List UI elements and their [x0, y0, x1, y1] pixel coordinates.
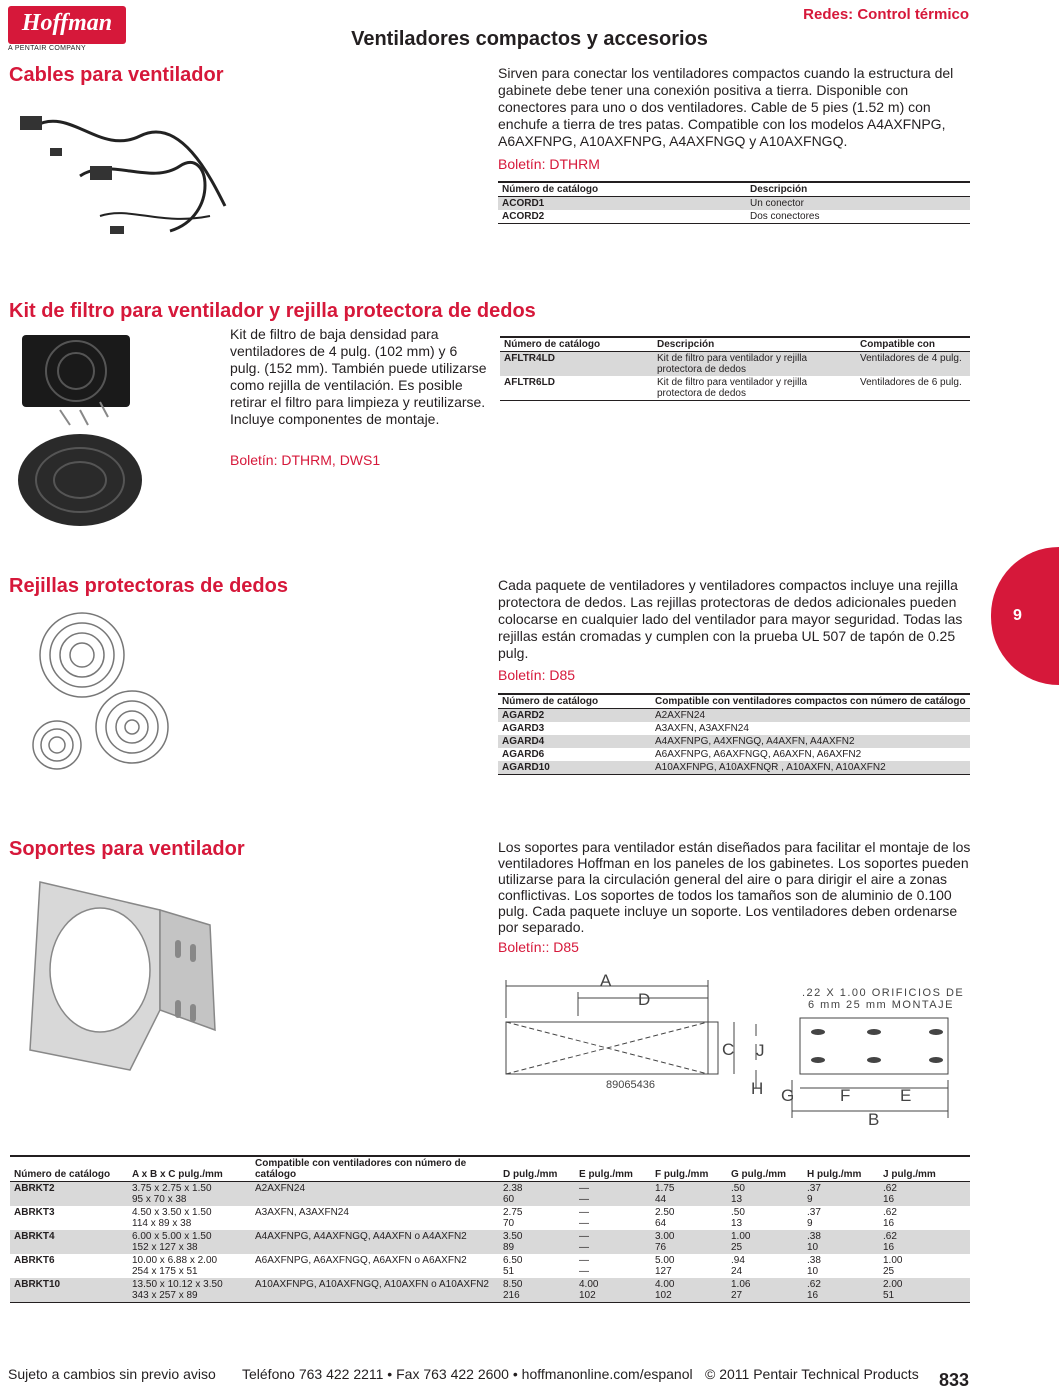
cell: 6.00 x 5.00 x 1.50 [132, 1231, 212, 1242]
holes-note-line2: 6 mm 25 mm MONTAJE [808, 999, 954, 1011]
drawing-part-number: 89065436 [606, 1079, 655, 1091]
bracket-dimension-drawing [500, 968, 970, 1128]
table-row [500, 376, 970, 400]
cell: 3.50 [503, 1231, 523, 1242]
section-title-cables: Cables para ventilador [9, 64, 224, 86]
table-row [498, 709, 970, 723]
cell: 24 [731, 1266, 743, 1277]
col-header: D pulg./mm [499, 1157, 575, 1182]
cell: 16 [883, 1218, 895, 1229]
logo-subtitle: A PENTAIR COMPANY [8, 45, 86, 52]
cell: — [579, 1242, 589, 1253]
cell: ABRKT2 [10, 1182, 128, 1207]
cell: AGARD10 [498, 761, 651, 774]
section-title-brackets: Soportes para ventilador [9, 838, 245, 860]
cell: Dos conectores [750, 211, 820, 222]
cell: 9 [807, 1218, 813, 1229]
col-header: Número de catálogo [498, 183, 746, 197]
cell: 1.75 [655, 1183, 675, 1194]
finger-guards-image [20, 605, 180, 780]
page-number: 833 [938, 1370, 969, 1390]
cell: ACORD1 [498, 197, 746, 211]
cell: — [579, 1231, 589, 1242]
table-row [498, 722, 970, 735]
cell: A10AXFNPG, A10AXFNGQ, A10AXFN o A10AXFN2 [251, 1278, 499, 1302]
holes-note-line1: .22 X 1.00 ORIFICIOS DE [802, 987, 965, 999]
cell: 3.75 x 2.75 x 1.50 [132, 1183, 212, 1194]
cell: 76 [655, 1242, 667, 1253]
cell: A10AXFNPG, A10AXFNQR , A10AXFN, A10AXFN2 [651, 761, 970, 774]
dim-label-j: J [756, 1041, 765, 1060]
cell: A3AXFN, A3AXFN24 [255, 1207, 349, 1218]
cell: ABRKT10 [10, 1278, 128, 1302]
cell: Ventiladores de 4 pulg. [856, 352, 970, 377]
col-header: F pulg./mm [651, 1157, 727, 1182]
dim-label-c: C [722, 1040, 735, 1059]
cell: .62 [807, 1279, 821, 1290]
cell: A6AXFNPG, A6AXFNGQ, A6AXFN o A6AXFN2 [255, 1255, 467, 1266]
filter-kit-table [500, 338, 970, 400]
cell: Kit de filtro para ventilador y rejilla protectora de dedos [653, 352, 856, 377]
cell: 102 [579, 1290, 596, 1301]
dim-label-g: G [781, 1086, 795, 1105]
cell: 254 x 175 x 51 [132, 1266, 198, 1277]
cell: ABRKT3 [14, 1207, 55, 1218]
chapter-tab [991, 547, 1059, 685]
cell: 1.00 [883, 1255, 903, 1266]
cell: 27 [731, 1290, 743, 1301]
dim-label-d: D [638, 990, 651, 1009]
cell: 114 x 89 x 38 [132, 1218, 192, 1229]
cell: .50 [731, 1183, 745, 1194]
logo-text: Hoffman [21, 10, 113, 36]
table-row [10, 1278, 970, 1302]
cell: A3AXFN, A3AXFN24 [655, 723, 749, 734]
cell: 13.50 x 10.12 x 3.50 [132, 1279, 223, 1290]
col-header: Compatible con [856, 338, 970, 352]
col-header: Número de catálogo [498, 695, 651, 709]
cell: AGARD6 [502, 749, 545, 760]
footer-notice: Sujeto a cambios sin previo aviso [8, 1366, 216, 1382]
cell: — [579, 1207, 589, 1218]
cell: 4.00 [579, 1279, 599, 1290]
guards-description: Cada paquete de ventiladores y ventiladores compactos incluye una rejilla protectora de dedos. Las rejillas protectoras de dedos adicionales pueden colocarse en cualquier lado del ventilador para mayor seguridad. Todas las rejillas están cromadas y cumplen con la prueba UL 507 de tapón de 0.25 pulg. [498, 577, 963, 661]
cell: .38 [807, 1231, 821, 1242]
table-row [498, 748, 970, 761]
cell: — [579, 1194, 589, 1205]
cell: 8.50 [503, 1279, 523, 1290]
cell: AFLTR6LD [504, 377, 555, 388]
cell: .37 [807, 1183, 821, 1194]
cell: 25 [731, 1242, 743, 1253]
cell: A2AXFN24 [651, 709, 970, 723]
table-row [498, 761, 970, 774]
cell: A4AXFNPG, A4AXFNGQ, A4AXFN o A4AXFN2 [251, 1230, 499, 1254]
filter-kit-image [10, 330, 150, 530]
col-header: Compatible con ventiladores compactos con número de catálogo [651, 695, 970, 709]
brackets-bulletin: Boletín:: D85 [498, 939, 579, 955]
col-header: Compatible con ventiladores con número de catálogo [251, 1157, 499, 1182]
cell: 152 x 127 x 38 [132, 1242, 198, 1253]
table-row [498, 735, 970, 748]
cell: 25 [883, 1266, 895, 1277]
cell: 343 x 257 x 89 [132, 1290, 198, 1301]
cell: .62 [883, 1207, 897, 1218]
table-row [500, 352, 970, 377]
cell: 4.00 [655, 1279, 675, 1290]
section-title-guards: Rejillas protectoras de dedos [9, 575, 288, 597]
cables-table [498, 183, 970, 223]
page-title: Ventiladores compactos y accesorios [351, 28, 708, 50]
cell: .37 [807, 1207, 821, 1218]
col-header: Descripción [653, 338, 856, 352]
guards-bulletin: Boletín: D85 [498, 667, 576, 683]
table-row [10, 1206, 970, 1230]
cell: 60 [503, 1194, 515, 1205]
cell: 2.75 [503, 1207, 523, 1218]
cables-bulletin: Boletín: DTHRM [498, 156, 600, 172]
cell: 3.00 [655, 1231, 675, 1242]
cell: 16 [807, 1290, 819, 1301]
table-row [10, 1254, 970, 1278]
cell: 16 [883, 1242, 895, 1253]
cell: — [579, 1255, 589, 1266]
cell: 1.06 [731, 1279, 751, 1290]
cell: .62 [883, 1183, 897, 1194]
cell: 216 [503, 1290, 520, 1301]
cell: 13 [731, 1218, 743, 1229]
cell: ACORD2 [502, 211, 545, 222]
dim-label-e: E [900, 1086, 912, 1105]
cell: A2AXFN24 [251, 1182, 499, 1207]
cell: 2.50 [655, 1207, 675, 1218]
footer-contact: Teléfono 763 422 2211 • Fax 763 422 2600 • hoffmanonline.com/espanol [242, 1366, 693, 1382]
section-title-filter-kit: Kit de filtro para ventilador y rejilla protectora de dedos [9, 300, 536, 322]
cell: A4AXFNPG, A4XFNGQ, A4AXFN, A4AXFN2 [651, 735, 970, 748]
fan-cables-image [10, 96, 240, 246]
col-header: A x B x C pulg./mm [128, 1157, 251, 1182]
dim-label-b: B [868, 1110, 880, 1128]
cell: 16 [883, 1194, 895, 1205]
cell: .38 [807, 1255, 821, 1266]
table-row [498, 197, 970, 211]
cell: 1.00 [731, 1231, 751, 1242]
col-header: J pulg./mm [879, 1157, 970, 1182]
cell: 5.00 [655, 1255, 675, 1266]
col-header: Número de catálogo [500, 338, 653, 352]
cell: 10.00 x 6.88 x 2.00 [132, 1255, 218, 1266]
cell: .62 [883, 1231, 897, 1242]
cell: 89 [503, 1242, 515, 1253]
cables-description: Sirven para conectar los ventiladores compactos cuando la estructura del gabinete debe tener una conexión positiva a tierra. Disponible con conectores para uno o dos ventiladores. Cable de 5 pies (1.52 m) con enchufe a tierra de tres patas. Compatible con los modelos A4AXFNPG, A6AXFNPG, A10AXFNPG, A4AXFNGQ y A10AXFNGQ. [498, 65, 954, 149]
cell: Kit de filtro para ventilador y rejilla protectora de dedos [657, 377, 808, 399]
col-header: H pulg./mm [803, 1157, 879, 1182]
cell: 70 [503, 1218, 515, 1229]
cell: .50 [731, 1207, 745, 1218]
cell: 95 x 70 x 38 [132, 1194, 187, 1205]
cell: 102 [655, 1290, 672, 1301]
cell: 51 [503, 1266, 515, 1277]
cell: 10 [807, 1266, 819, 1277]
cell: ABRKT6 [14, 1255, 55, 1266]
filter-kit-bulletin: Boletín: DTHRM, DWS1 [230, 452, 381, 468]
cell: A6AXFNPG, A6AXFNGQ, A6AXFN, A6AXFN2 [655, 749, 862, 760]
cell: 2.38 [503, 1183, 523, 1194]
filter-kit-description: Kit de filtro de baja densidad para ventiladores de 4 pulg. (102 mm) y 6 pulg. (152 mm). También puede utilizarse como rejilla de ventilación. Es posible retirar el filtro para limpieza y reutilizarse. Incluye componentes de montaje. [230, 326, 487, 427]
col-header: Número de catálogo [10, 1157, 128, 1182]
cell: AGARD3 [502, 723, 545, 734]
cell: Un conector [746, 197, 970, 211]
table-row [10, 1230, 970, 1254]
fan-bracket-image [10, 870, 220, 1080]
cell: — [579, 1183, 589, 1194]
section-header: Redes: Control térmico [803, 6, 969, 23]
cell: 10 [807, 1242, 819, 1253]
cell: 2.00 [883, 1279, 903, 1290]
cell: 6.50 [503, 1255, 523, 1266]
chapter-tab-number: 9 [1013, 607, 1022, 624]
col-header: G pulg./mm [727, 1157, 803, 1182]
cell: AGARD2 [498, 709, 651, 723]
dim-label-h: H [751, 1079, 764, 1098]
cell: AFLTR4LD [500, 352, 653, 377]
table-row [498, 210, 970, 223]
cell: 64 [655, 1218, 667, 1229]
cell: 44 [655, 1194, 667, 1205]
cell: ABRKT4 [10, 1230, 128, 1254]
cell: 51 [883, 1290, 895, 1301]
cell: AGARD4 [498, 735, 651, 748]
col-header: Descripción [746, 183, 970, 197]
cell: .94 [731, 1255, 745, 1266]
cell: Ventiladores de 6 pulg. [860, 377, 962, 388]
dim-label-a: A [600, 971, 612, 990]
cell: 127 [655, 1266, 672, 1277]
cell: 4.50 x 3.50 x 1.50 [132, 1207, 212, 1218]
dim-label-f: F [840, 1086, 851, 1105]
cell: 13 [731, 1194, 743, 1205]
footer-copyright: © 2011 Pentair Technical Products [705, 1366, 919, 1382]
guards-table [498, 695, 970, 774]
cell: 9 [807, 1194, 813, 1205]
brackets-table [10, 1157, 970, 1302]
table-row [10, 1182, 970, 1207]
col-header: E pulg./mm [575, 1157, 651, 1182]
cell: — [579, 1266, 589, 1277]
cell: — [579, 1218, 589, 1229]
brackets-description: Los soportes para ventilador están diseñados para facilitar el montaje de los ventiladores Hoffman en los paneles de los gabinetes. Los soportes pueden utilizarse para la circulación general del aire o para dirigir el aire a zonas conflictivas. Los soportes de todos los tamaños son de aluminio de 0.100 pulg. Cada paquete incluye un soporte. Los ventiladores deben ordenarse por separado. [498, 839, 971, 935]
